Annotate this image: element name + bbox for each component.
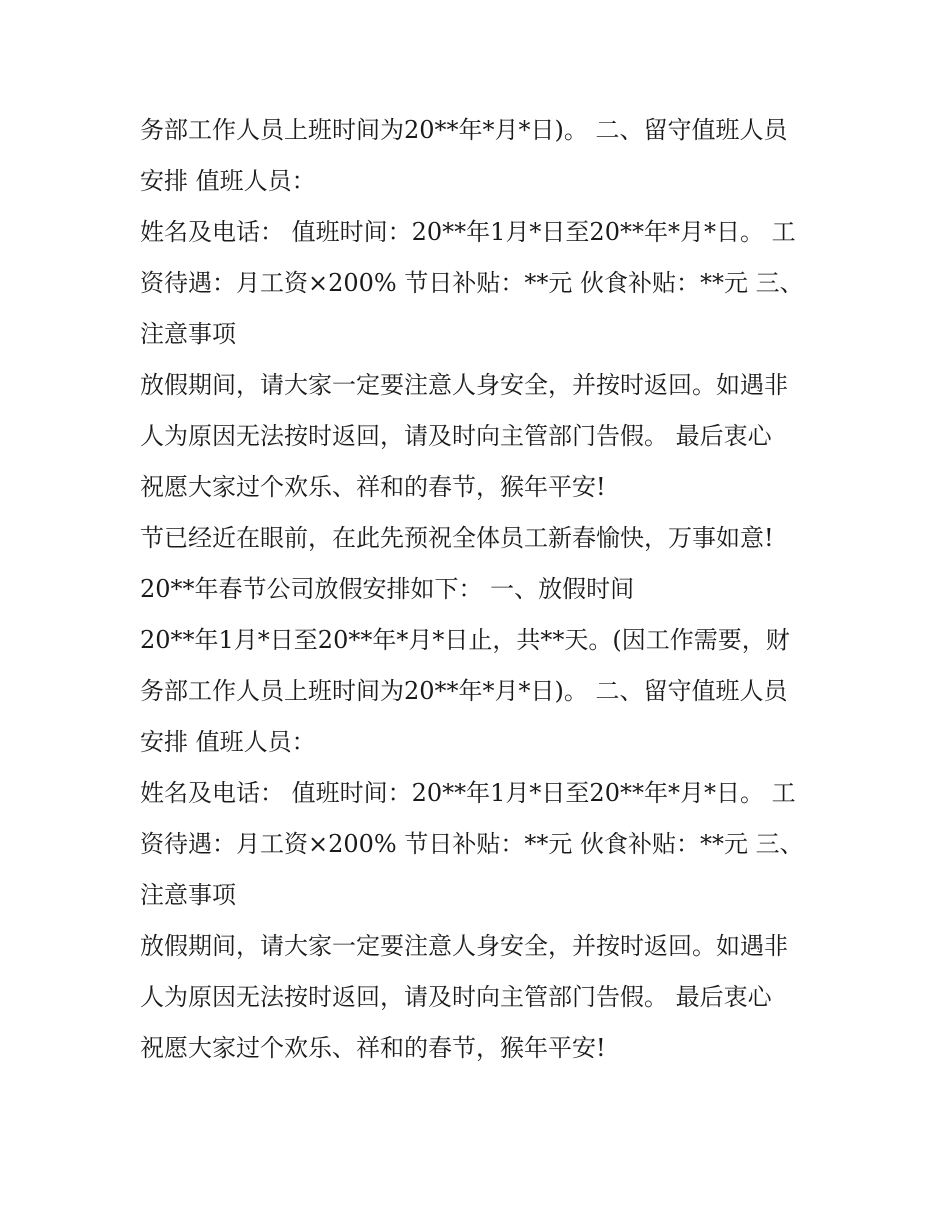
text-line: 务部工作人员上班时间为20**年*月*日)。 二、留守值班人员 xyxy=(140,677,788,705)
text-line: 资待遇：月工资×200% 节日补贴：**元 伙食补贴：**元 三、 xyxy=(140,830,804,858)
text-line: 姓名及电话： 值班时间：20**年1月*日至20**年*月*日。 工 xyxy=(140,779,796,807)
text-line: 安排 值班人员： xyxy=(140,167,316,195)
text-line: 安排 值班人员： xyxy=(140,728,316,756)
text-line: 节已经近在眼前，在此先预祝全体员工新春愉快，万事如意! xyxy=(140,524,774,552)
document-body xyxy=(140,105,830,1074)
text-line: 资待遇：月工资×200% 节日补贴：**元 伙食补贴：**元 三、 xyxy=(140,269,804,297)
text-line: 人为原因无法按时返回，请及时向主管部门告假。 最后衷心 xyxy=(140,422,772,450)
text-line: 注意事项 xyxy=(140,881,236,909)
text-line: 人为原因无法按时返回，请及时向主管部门告假。 最后衷心 xyxy=(140,983,772,1011)
text-line: 20**年1月*日至20**年*月*日止，共**天。(因工作需要，财 xyxy=(140,626,790,654)
text-line: 放假期间，请大家一定要注意人身安全，并按时返回。如遇非 xyxy=(140,371,788,399)
text-line: 20**年春节公司放假安排如下： 一、放假时间 xyxy=(140,575,635,603)
text-line: 姓名及电话： 值班时间：20**年1月*日至20**年*月*日。 工 xyxy=(140,218,796,246)
text-line: 祝愿大家过个欢乐、祥和的春节，猴年平安! xyxy=(140,1034,606,1062)
text-line: 注意事项 xyxy=(140,320,236,348)
text-line: 务部工作人员上班时间为20**年*月*日)。 二、留守值班人员 xyxy=(140,116,788,144)
text-line: 祝愿大家过个欢乐、祥和的春节，猴年平安! xyxy=(140,473,606,501)
text-line: 放假期间，请大家一定要注意人身安全，并按时返回。如遇非 xyxy=(140,932,788,960)
